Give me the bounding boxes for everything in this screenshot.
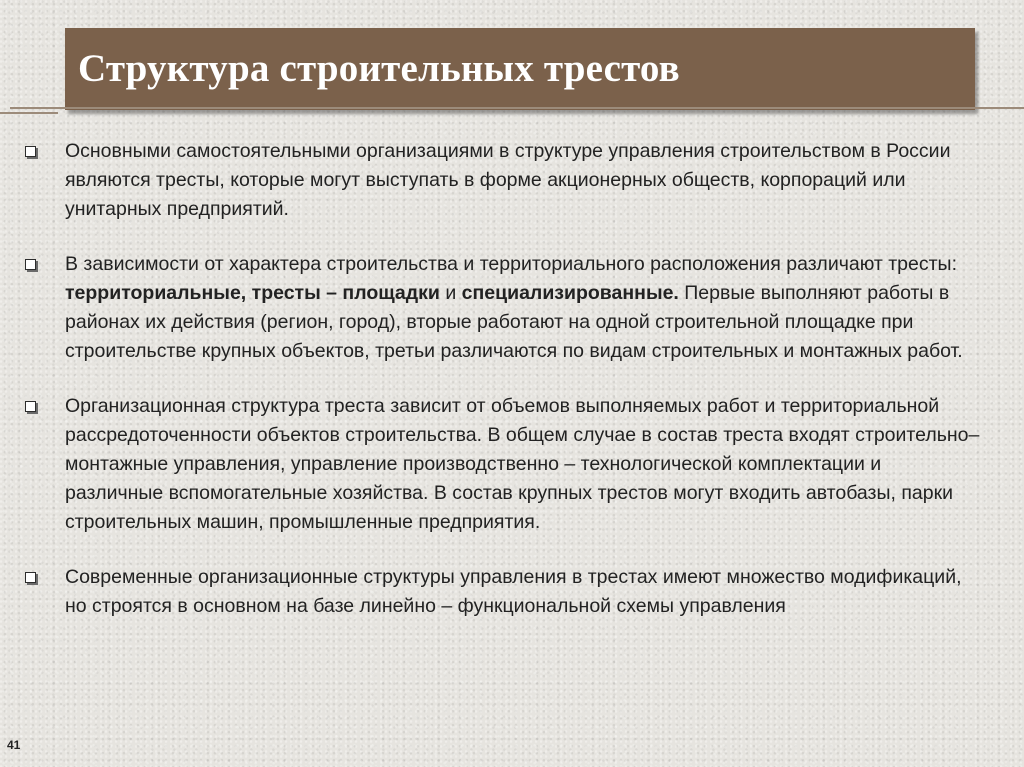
- list-item: [20, 392, 980, 537]
- page-title: Структура строительных трестов: [78, 47, 680, 90]
- hollow-square-bullet-icon: [25, 572, 36, 583]
- bullet-bold-text: территориальные, тресты – площадки: [65, 282, 440, 304]
- hollow-square-bullet-icon: [25, 401, 36, 412]
- title-underline-left: [0, 112, 58, 114]
- page-number: 41: [7, 738, 21, 752]
- bullet-text: Современные организационные структуры управления в трестах имеют множество модификаций, но строятся в основном на базе линейно – функциональной схемы управления: [65, 566, 962, 617]
- bullet-text-part: Первые выполняют работы в районах их действия (регион, город), вторые работают на одной строительной площадке при строительстве крупных объектов, третьи различаются по видам строительных и монтажных работ.: [65, 282, 963, 362]
- bullet-text-part: В зависимости от характера строительства и территориального расположения различают тресты:: [65, 253, 957, 275]
- bullet-text: Организационная структура треста зависит от объемов выполняемых работ и территориальной рассредоточенности объектов строительства. В общем случае в состав треста входят строительно–монтажные управления, управление производственно – технологической комплектации и различные вспомогательные хозяйства. В состав крупных трестов могут входить автобазы, парки строительных машин, промышленные предприятия.: [65, 395, 980, 533]
- hollow-square-bullet-icon: [25, 146, 36, 157]
- list-item: [20, 137, 980, 224]
- bullet-bold-text: специализированные.: [461, 282, 679, 304]
- bullet-text: [65, 253, 963, 362]
- title-underline: [10, 107, 1024, 109]
- hollow-square-bullet-icon: [25, 259, 36, 270]
- list-item: [20, 563, 980, 621]
- bullet-list: [20, 137, 980, 647]
- list-item: [20, 250, 980, 366]
- bullet-text-part: и: [439, 282, 462, 304]
- bullet-text: Основными самостоятельными организациями в структуре управления строительством в России являются тресты, которые могут выступать в форме акционерных обществ, корпораций или унитарных предприятий.: [65, 140, 951, 220]
